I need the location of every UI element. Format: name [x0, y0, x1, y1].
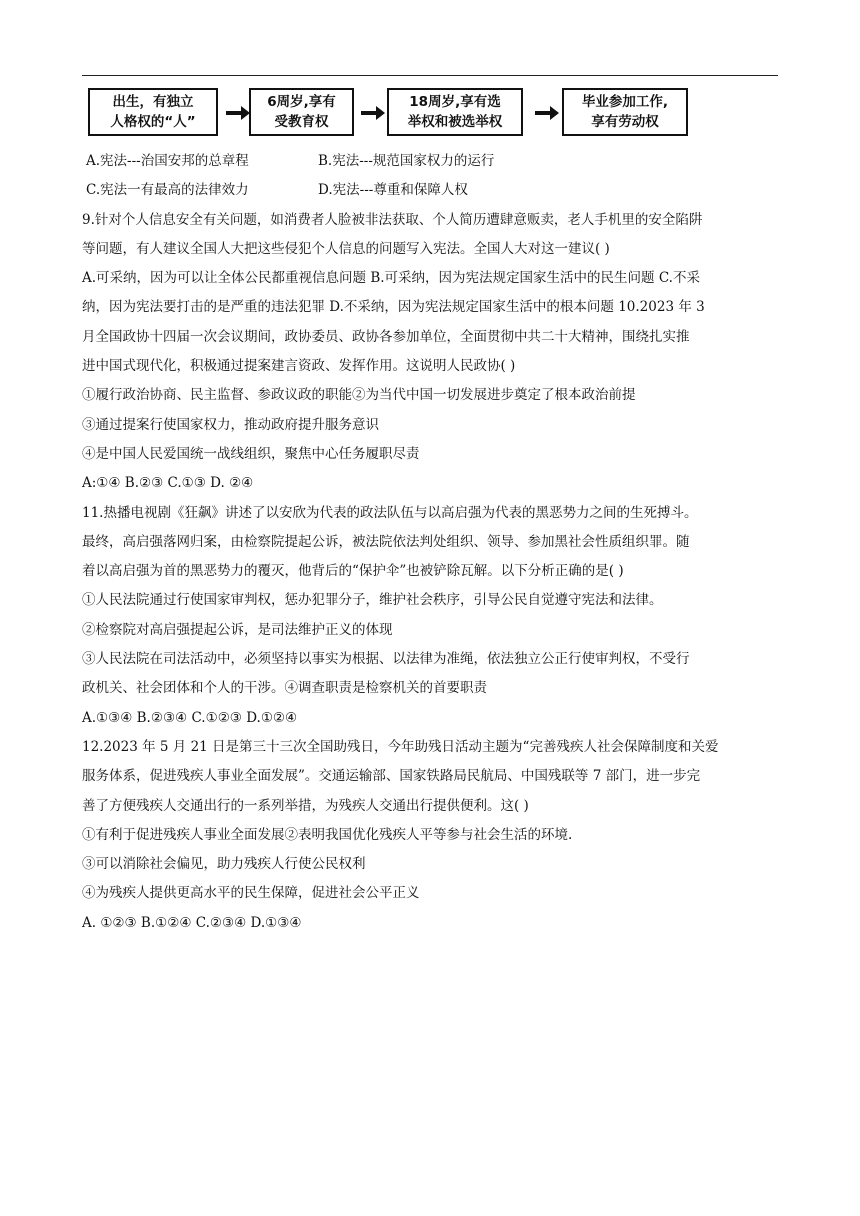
top-rule	[82, 75, 778, 76]
flow-box-work: 毕业参加工作, 享有劳动权	[562, 88, 688, 136]
text-line: ①有利于促进残疾人事业全面发展②表明我国优化残疾人平等参与社会生活的环境.	[82, 826, 573, 843]
q8-option-c: C.宪法一有最高的法律效力	[86, 182, 249, 199]
text-line: 政机关、社会团体和个人的干涉。④调查职责是检察机关的首要职责	[82, 680, 487, 697]
text-line: 12.2023 年 5 月 21 日是第三十三次全国助残日，今年助残日活动主题为“完善残疾人社会保障制度和关爱	[82, 738, 719, 755]
text-line: ④是中国人民爱国统一战线组织，聚焦中心任务履职尽责	[82, 445, 420, 462]
text-line: ④为残疾人提供更高水平的民生保障，促进社会公平正义	[82, 885, 420, 902]
arrow-right-icon	[534, 102, 560, 124]
q8-option-b: B.宪法---规范国家权力的运行	[318, 153, 495, 169]
arrow-right-icon	[225, 102, 251, 124]
flow-box-birth: 出生，有独立 人格权的“人”	[88, 88, 218, 136]
text-line: 着以高启强为首的黑恶势力的覆灭，他背后的“保护伞”也被铲除瓦解。以下分析正确的是( )	[82, 563, 624, 580]
q8-option-a: A.宪法---治国安邦的总章程	[86, 153, 249, 169]
answer-options: A:①④ B.②③ C.①③ D. ②④	[82, 475, 254, 492]
q8-option-d: D.宪法---尊重和保障人权	[318, 182, 468, 199]
question-text	[82, 147, 782, 938]
text-line: ②检察院对高启强提起公诉，是司法维护正义的体现	[82, 621, 393, 638]
text-line: 11.热播电视剧《狂飙》讲述了以安欣为代表的政法队伍与以高启强为代表的黑恶势力之间的生死搏斗。	[82, 504, 698, 521]
q8-options-row-2	[82, 176, 782, 205]
text-line: 月全国政协十四届一次会议期间，政协委员、政协各参加单位，全面贯彻中共二十大精神，围绕扎实推	[82, 328, 690, 345]
q8-options-row-1	[82, 147, 782, 176]
text-line: 9.针对个人信息安全有关问题，如消费者人脸被非法获取、个人简历遭肆意贩卖，老人手机里的安全陷阱	[82, 211, 703, 228]
answer-options: A.①③④ B.②③④ C.①②③ D.①②④	[82, 709, 298, 726]
text-line: ③人民法院在司法活动中，必须坚持以事实为根据、以法律为准绳，依法独立公正行使审判权，不受行	[82, 651, 690, 668]
text-line: ①履行政治协商、民主监督、参政议政的职能②为当代中国一切发展进步奠定了根本政治前提	[82, 387, 636, 404]
answer-options: A. ①②③ B.①②④ C.②③④ D.①③④	[82, 914, 302, 931]
text-line: 进中国式现代化，积极通过提案建言资政、发挥作用。这说明人民政协( )	[82, 358, 516, 375]
text-line: ③可以消除社会偏见，助力残疾人行使公民权利	[82, 856, 366, 873]
text-line: 服务体系，促进残疾人事业全面发展”。交通运输部、国家铁路局民航局、中国残联等 7 部门，进一步完	[82, 768, 701, 785]
text-line: 纳，因为宪法要打击的是严重的违法犯罪 D.不采纳，因为宪法规定国家生活中的根本问题 10.2023 年 3	[82, 299, 705, 316]
text-line: ③通过提案行使国家权力，推动政府提升服务意识	[82, 416, 379, 433]
text-line: 等问题，有人建议全国人大把这些侵犯个人信息的问题写入宪法。全国人大对这一建议( )	[82, 240, 610, 257]
flow-box-age18: 18周岁,享有选 举权和被选举权	[387, 88, 523, 136]
flow-box-age6: 6周岁,享有 受教育权	[249, 88, 354, 136]
text-line: ①人民法院通过行使国家审判权，惩办犯罪分子，维护社会秩序，引导公民自觉遵守宪法和法律。	[82, 592, 663, 609]
rights-flow-diagram	[88, 88, 698, 140]
text-line: 善了方便残疾人交通出行的一系列举措，为残疾人交通出行提供便利。这( )	[82, 797, 529, 814]
text-line: 最终，高启强落网归案，由检察院提起公诉，被法院依法判处组织、领导、参加黑社会性质组织罪。随	[82, 533, 690, 550]
arrow-right-icon	[360, 102, 386, 124]
text-line: A.可采纳，因为可以让全体公民都重视信息问题 B.可采纳，因为宪法规定国家生活中的民生问题 C.不采	[82, 270, 700, 287]
